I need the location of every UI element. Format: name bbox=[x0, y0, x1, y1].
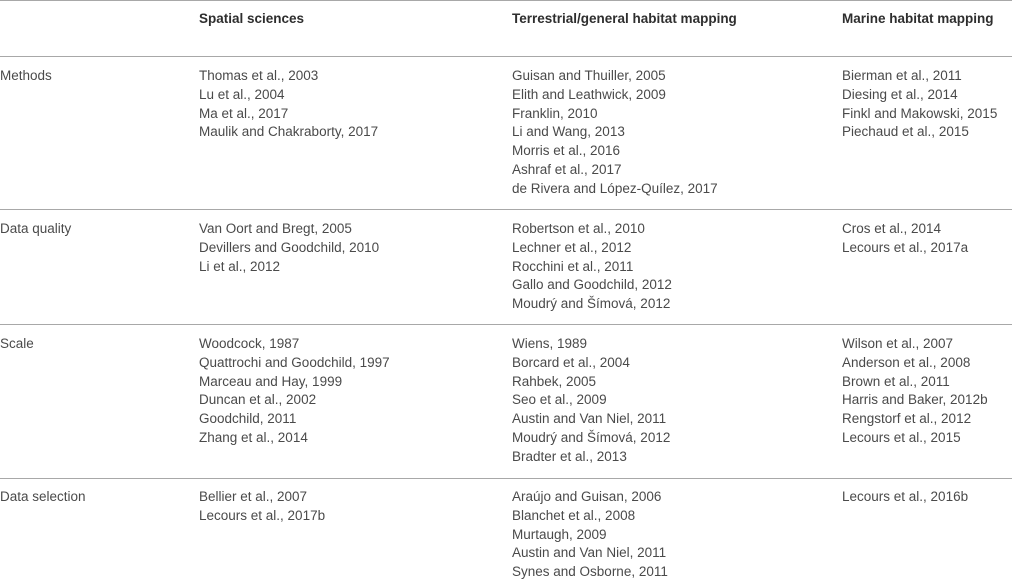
list-item: Lecours et al., 2015 bbox=[842, 429, 961, 445]
header-spatial-sciences: Spatial sciences bbox=[199, 11, 305, 26]
list-item: Rengstorf et al., 2012 bbox=[842, 411, 972, 427]
list-item: de Rivera and López-Quílez, 2017 bbox=[512, 180, 718, 196]
cell-methods-marine bbox=[842, 67, 997, 142]
list-item: Elith and Leathwick, 2009 bbox=[512, 86, 666, 102]
row-label-data-selection: Data selection bbox=[0, 489, 86, 504]
list-item: Franklin, 2010 bbox=[512, 105, 598, 121]
list-item: Goodchild, 2011 bbox=[199, 411, 297, 427]
list-item: Blanchet et al., 2008 bbox=[512, 507, 636, 523]
list-item: Lecours et al., 2016b bbox=[842, 489, 969, 504]
cell-data-selection-terrestrial bbox=[512, 488, 668, 582]
list-item: Moudrý and Šímová, 2012 bbox=[512, 296, 671, 312]
list-item: Austin and Van Niel, 2011 bbox=[512, 545, 667, 561]
row-rule bbox=[0, 209, 1012, 210]
list-item: Brown et al., 2011 bbox=[842, 373, 950, 389]
list-item: Li et al., 2012 bbox=[199, 258, 281, 274]
list-item: Bellier et al., 2007 bbox=[199, 489, 308, 504]
cell-data-quality-spatial bbox=[199, 220, 379, 276]
list-item: Synes and Osborne, 2011 bbox=[512, 564, 668, 580]
cell-data-quality-marine bbox=[842, 220, 968, 258]
cell-data-quality-terrestrial bbox=[512, 220, 672, 314]
cell-scale-marine bbox=[842, 335, 988, 448]
list-item: Ma et al., 2017 bbox=[199, 105, 289, 121]
list-item: Moudrý and Šímová, 2012 bbox=[512, 429, 671, 445]
list-item: Diesing et al., 2014 bbox=[842, 86, 958, 102]
list-item: Rocchini et al., 2011 bbox=[512, 258, 634, 274]
cell-methods-spatial bbox=[199, 67, 378, 142]
list-item: Borcard et al., 2004 bbox=[512, 354, 630, 370]
row-rule bbox=[0, 478, 1012, 479]
header-marine: Marine habitat mapping bbox=[842, 11, 994, 26]
list-item: Anderson et al., 2008 bbox=[842, 354, 971, 370]
list-item: Quattrochi and Goodchild, 1997 bbox=[199, 354, 390, 370]
list-item: Guisan and Thuiller, 2005 bbox=[512, 68, 666, 83]
list-item: Duncan et al., 2002 bbox=[199, 392, 317, 408]
list-item: Cros et al., 2014 bbox=[842, 221, 942, 236]
list-item: Van Oort and Bregt, 2005 bbox=[199, 221, 352, 236]
cell-scale-spatial bbox=[199, 335, 390, 448]
cell-scale-terrestrial bbox=[512, 335, 670, 467]
cell-methods-terrestrial bbox=[512, 67, 718, 199]
list-item: Bradter et al., 2013 bbox=[512, 448, 627, 464]
header-terrestrial: Terrestrial/general habitat mapping bbox=[512, 11, 737, 26]
list-item: Seo et al., 2009 bbox=[512, 392, 607, 408]
list-item: Araújo and Guisan, 2006 bbox=[512, 489, 662, 504]
list-item: Robertson et al., 2010 bbox=[512, 221, 645, 236]
header-rule bbox=[0, 56, 1012, 57]
list-item: Maulik and Chakraborty, 2017 bbox=[199, 124, 379, 140]
list-item: Austin and Van Niel, 2011 bbox=[512, 411, 667, 427]
list-item: Bierman et al., 2011 bbox=[842, 68, 962, 83]
row-label-data-quality: Data quality bbox=[0, 221, 72, 236]
list-item: Gallo and Goodchild, 2012 bbox=[512, 277, 672, 293]
list-item: Morris et al., 2016 bbox=[512, 143, 621, 159]
list-item: Li and Wang, 2013 bbox=[512, 124, 625, 140]
list-item: Harris and Baker, 2012b bbox=[842, 392, 988, 408]
list-item: Lecours et al., 2017b bbox=[199, 507, 326, 523]
list-item: Ashraf et al., 2017 bbox=[512, 161, 622, 177]
row-rule bbox=[0, 324, 1012, 325]
list-item: Finkl and Makowski, 2015 bbox=[842, 105, 998, 121]
list-item: Lechner et al., 2012 bbox=[512, 239, 632, 255]
cell-data-selection-spatial bbox=[199, 488, 325, 526]
list-item: Lecours et al., 2017a bbox=[842, 239, 969, 255]
list-item: Wiens, 1989 bbox=[512, 336, 588, 351]
list-item: Marceau and Hay, 1999 bbox=[199, 373, 343, 389]
table-top-rule bbox=[0, 0, 1012, 1]
cell-data-selection-marine bbox=[842, 488, 968, 507]
list-item: Devillers and Goodchild, 2010 bbox=[199, 239, 380, 255]
list-item: Wilson et al., 2007 bbox=[842, 336, 954, 351]
row-label-scale: Scale bbox=[0, 336, 34, 351]
list-item: Rahbek, 2005 bbox=[512, 373, 597, 389]
list-item: Zhang et al., 2014 bbox=[199, 429, 308, 445]
list-item: Thomas et al., 2003 bbox=[199, 68, 319, 83]
list-item: Piechaud et al., 2015 bbox=[842, 124, 969, 140]
row-label-methods: Methods bbox=[0, 68, 52, 83]
list-item: Murtaugh, 2009 bbox=[512, 526, 607, 542]
list-item: Woodcock, 1987 bbox=[199, 336, 300, 351]
list-item: Lu et al., 2004 bbox=[199, 86, 285, 102]
